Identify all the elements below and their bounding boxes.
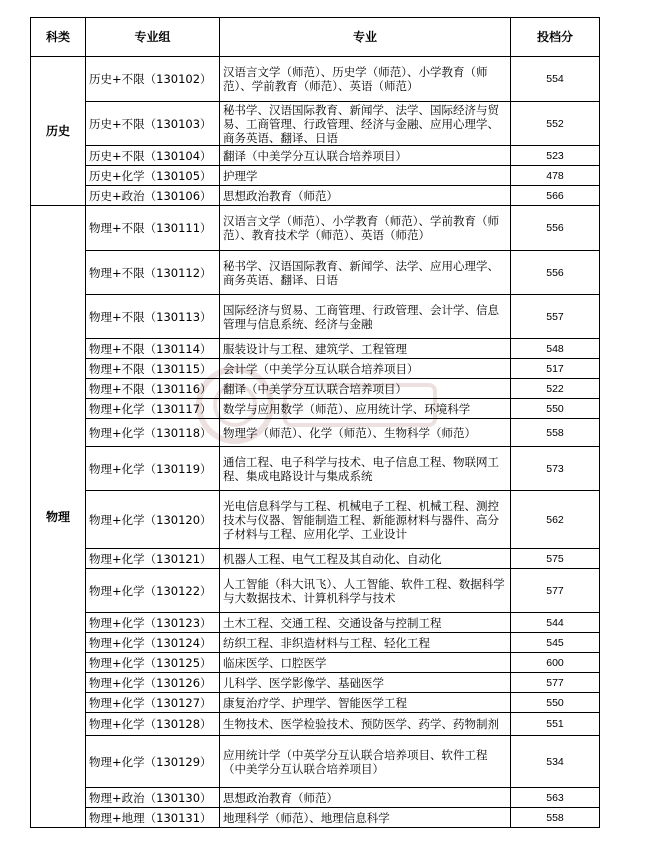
major-cell: 康复治疗学、护理学、智能医学工程 xyxy=(220,693,511,713)
group-cell: 物理+化学（130117） xyxy=(86,399,220,419)
table-row xyxy=(31,808,600,828)
major-cell: 汉语言文学（师范）、历史学（师范）、小学教育（师范）、学前教育（师范）、英语（师范） xyxy=(220,57,511,102)
group-cell: 物理+政治（130130） xyxy=(86,788,220,808)
group-cell: 物理+不限（130113） xyxy=(86,295,220,339)
group-cell: 物理+不限（130112） xyxy=(86,251,220,295)
major-cell: 土木工程、交通工程、交通设备与控制工程 xyxy=(220,613,511,633)
major-cell: 机器人工程、电气工程及其自动化、自动化 xyxy=(220,549,511,569)
group-cell: 物理+化学（130127） xyxy=(86,693,220,713)
score-cell: 550 xyxy=(511,693,600,713)
score-cell: 554 xyxy=(511,57,600,102)
score-cell: 556 xyxy=(511,251,600,295)
score-cell: 545 xyxy=(511,633,600,653)
major-cell: 服装设计与工程、建筑学、工程管理 xyxy=(220,339,511,359)
score-cell: 548 xyxy=(511,339,600,359)
table-row xyxy=(31,399,600,419)
table-header-row xyxy=(31,18,600,57)
group-cell: 物理+化学（130119） xyxy=(86,447,220,491)
table-row xyxy=(31,102,600,146)
score-cell: 573 xyxy=(511,447,600,491)
score-cell: 534 xyxy=(511,736,600,788)
table-row xyxy=(31,339,600,359)
score-cell: 558 xyxy=(511,808,600,828)
admission-score-table xyxy=(30,17,600,828)
table-row xyxy=(31,653,600,673)
table-row xyxy=(31,549,600,569)
major-cell: 思想政治教育（师范） xyxy=(220,788,511,808)
score-cell: 577 xyxy=(511,569,600,613)
table-row xyxy=(31,419,600,447)
major-cell: 翻译（中美学分互认联合培养项目） xyxy=(220,146,511,166)
category-cell: 物理 xyxy=(31,206,86,828)
group-cell: 物理+化学（130126） xyxy=(86,673,220,693)
group-cell: 历史+政治（130106） xyxy=(86,186,220,206)
table-row xyxy=(31,146,600,166)
header-category: 科类 xyxy=(31,18,86,57)
major-cell: 应用统计学（中英学分互认联合培养项目、软件工程（中美学分互认联合培养项目） xyxy=(220,736,511,788)
major-cell: 地理科学（师范）、地理信息科学 xyxy=(220,808,511,828)
table-row xyxy=(31,633,600,653)
header-major: 专业 xyxy=(220,18,511,57)
table-row xyxy=(31,613,600,633)
group-cell: 历史+化学（130105） xyxy=(86,166,220,186)
group-cell: 物理+地理（130131） xyxy=(86,808,220,828)
table-row xyxy=(31,673,600,693)
group-cell: 历史+不限（130103） xyxy=(86,102,220,146)
table-row xyxy=(31,736,600,788)
score-cell: 600 xyxy=(511,653,600,673)
table-row xyxy=(31,447,600,491)
score-cell: 544 xyxy=(511,613,600,633)
group-cell: 物理+不限（130115） xyxy=(86,359,220,379)
table-row xyxy=(31,788,600,808)
table-body xyxy=(31,57,600,828)
table-row xyxy=(31,713,600,736)
major-cell: 纺织工程、非织造材料与工程、轻化工程 xyxy=(220,633,511,653)
score-cell: 523 xyxy=(511,146,600,166)
major-cell: 翻译（中美学分互认联合培养项目） xyxy=(220,379,511,399)
major-cell: 物理学（师范）、化学（师范）、生物科学（师范） xyxy=(220,419,511,447)
score-cell: 566 xyxy=(511,186,600,206)
major-cell: 秘书学、汉语国际教育、新闻学、法学、应用心理学、商务英语、翻译、日语 xyxy=(220,251,511,295)
table-row xyxy=(31,166,600,186)
score-cell: 575 xyxy=(511,549,600,569)
major-cell: 通信工程、电子科学与技术、电子信息工程、物联网工程、集成电路设计与集成系统 xyxy=(220,447,511,491)
major-cell: 临床医学、口腔医学 xyxy=(220,653,511,673)
major-cell: 儿科学、医学影像学、基础医学 xyxy=(220,673,511,693)
table-row xyxy=(31,693,600,713)
table-row xyxy=(31,206,600,251)
table-row xyxy=(31,186,600,206)
score-cell: 556 xyxy=(511,206,600,251)
score-cell: 550 xyxy=(511,399,600,419)
score-cell: 478 xyxy=(511,166,600,186)
table-row xyxy=(31,57,600,102)
group-cell: 历史+不限（130104） xyxy=(86,146,220,166)
table-row xyxy=(31,491,600,549)
score-cell: 562 xyxy=(511,491,600,549)
group-cell: 物理+化学（130124） xyxy=(86,633,220,653)
table-row xyxy=(31,569,600,613)
score-cell: 517 xyxy=(511,359,600,379)
table-row xyxy=(31,379,600,399)
major-cell: 思想政治教育（师范） xyxy=(220,186,511,206)
score-cell: 522 xyxy=(511,379,600,399)
group-cell: 物理+不限（130116） xyxy=(86,379,220,399)
group-cell: 物理+化学（130122） xyxy=(86,569,220,613)
major-cell: 生物技术、医学检验技术、预防医学、药学、药物制剂 xyxy=(220,713,511,736)
header-group: 专业组 xyxy=(86,18,220,57)
group-cell: 物理+化学（130129） xyxy=(86,736,220,788)
major-cell: 数学与应用数学（师范）、应用统计学、环境科学 xyxy=(220,399,511,419)
major-cell: 秘书学、汉语国际教育、新闻学、法学、国际经济与贸易、工商管理、行政管理、经济与金融、应用心理学、商务英语、翻译、日语 xyxy=(220,102,511,146)
major-cell: 国际经济与贸易、工商管理、行政管理、会计学、信息管理与信息系统、经济与金融 xyxy=(220,295,511,339)
score-cell: 552 xyxy=(511,102,600,146)
table-row xyxy=(31,359,600,379)
group-cell: 物理+化学（130128） xyxy=(86,713,220,736)
major-cell: 护理学 xyxy=(220,166,511,186)
table-row xyxy=(31,251,600,295)
score-cell: 551 xyxy=(511,713,600,736)
major-cell: 光电信息科学与工程、机械电子工程、机械工程、测控技术与仪器、智能制造工程、新能源材料与器件、高分子材料与工程、应用化学、工业设计 xyxy=(220,491,511,549)
group-cell: 物理+化学（130125） xyxy=(86,653,220,673)
score-cell: 563 xyxy=(511,788,600,808)
score-cell: 558 xyxy=(511,419,600,447)
major-cell: 会计学（中美学分互认联合培养项目） xyxy=(220,359,511,379)
group-cell: 物理+化学（130118） xyxy=(86,419,220,447)
group-cell: 物理+化学（130121） xyxy=(86,549,220,569)
score-cell: 557 xyxy=(511,295,600,339)
category-cell: 历史 xyxy=(31,57,86,206)
group-cell: 历史+不限（130102） xyxy=(86,57,220,102)
major-cell: 人工智能（科大讯飞）、人工智能、软件工程、数据科学与大数据技术、计算机科学与技术 xyxy=(220,569,511,613)
group-cell: 物理+化学（130123） xyxy=(86,613,220,633)
group-cell: 物理+化学（130120） xyxy=(86,491,220,549)
group-cell: 物理+不限（130114） xyxy=(86,339,220,359)
group-cell: 物理+不限（130111） xyxy=(86,206,220,251)
score-cell: 577 xyxy=(511,673,600,693)
major-cell: 汉语言文学（师范）、小学教育（师范）、学前教育（师范）、教育技术学（师范）、英语（师范） xyxy=(220,206,511,251)
header-score: 投档分 xyxy=(511,18,600,57)
table-row xyxy=(31,295,600,339)
